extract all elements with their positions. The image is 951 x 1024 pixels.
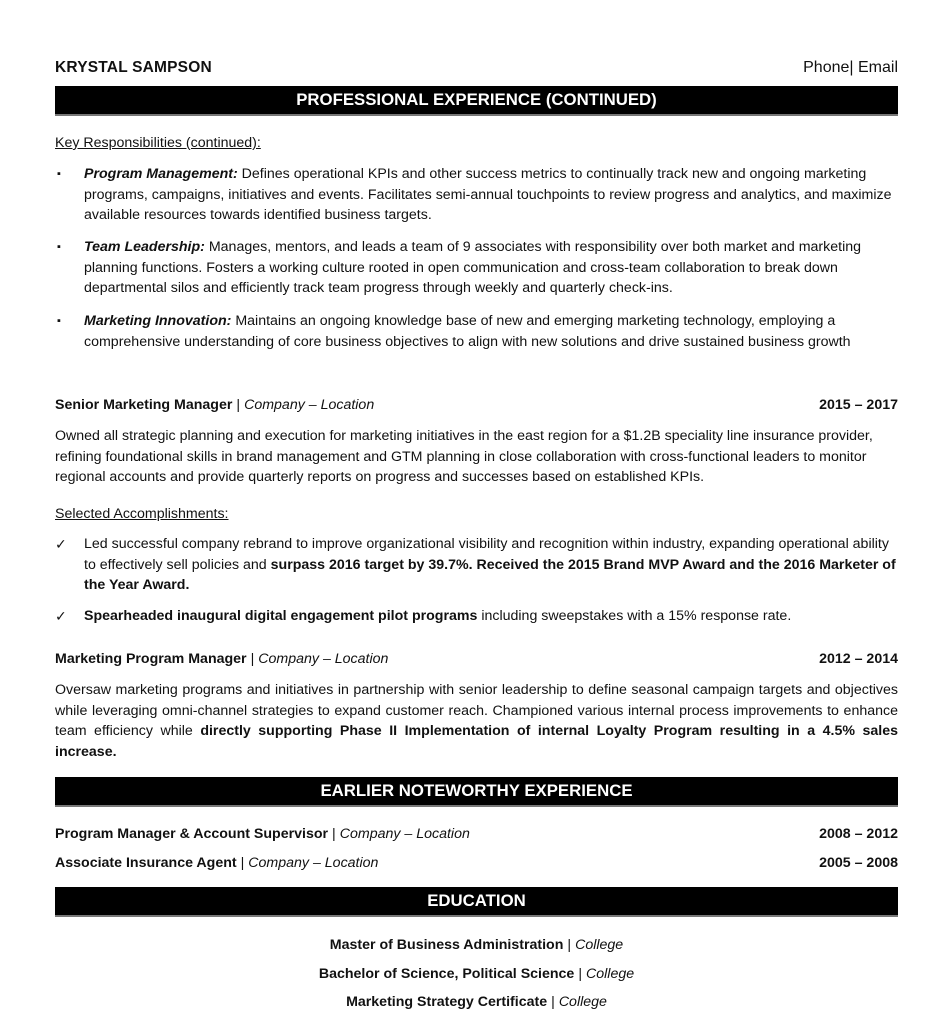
- accomplishments-heading: Selected Accomplishments:: [55, 506, 229, 522]
- responsibility-label: Team Leadership:: [84, 239, 205, 255]
- separator: |: [332, 826, 336, 842]
- responsibility-label: Marketing Innovation:: [84, 313, 232, 329]
- separator: |: [578, 966, 583, 982]
- job-summary-text: Oversaw marketing programs and initiatives in partnership with senior leadership to define seasonal campaign targets and objectives while leveraging omni-channel strategies to expand customer reach. Championed various internal process improvements to enhance team efficiency while: [55, 682, 898, 740]
- key-responsibilities-list: [55, 164, 898, 352]
- job-dates: 2012 – 2014: [819, 651, 898, 667]
- section-header-experience: PROFESSIONAL EXPERIENCE (CONTINUED): [55, 86, 898, 116]
- degree: Marketing Strategy Certificate: [346, 994, 548, 1010]
- separator: |: [240, 855, 245, 871]
- separator: |: [236, 397, 241, 413]
- degree: Bachelor of Science, Political Science: [318, 966, 575, 982]
- accomplishment-highlight: surpass 2016 target by 39.7%. Received the 2015 Brand MVP Award and the 2016 Marketer of the Year Award.: [84, 556, 896, 594]
- responsibility-label: Program Management:: [84, 166, 238, 182]
- job-title: Marketing Program Manager: [55, 651, 247, 667]
- accomplishment-highlight: Spearheaded inaugural digital engagement pilot programs: [84, 608, 478, 624]
- school: College: [586, 966, 635, 982]
- resume-header: [55, 57, 898, 79]
- job-title: Program Manager & Account Supervisor: [55, 826, 329, 842]
- separator: |: [551, 994, 555, 1010]
- accomplishment-text: including sweepstakes with a 15% response rate.: [477, 608, 792, 624]
- list-item: [55, 606, 898, 627]
- job-summary: [55, 680, 898, 762]
- job-company: Company – Location: [339, 826, 470, 842]
- school: College: [575, 937, 624, 953]
- responsibility-text: Defines operational KPIs and other success metrics to continually track new and ongoing marketing programs, campaigns, initiatives and events. Facilitates semi-annual touchpoints to review progress and analytics, and maximize available resources towards identified business targets.: [84, 166, 892, 224]
- responsibility-text: Maintains an ongoing knowledge base of new and emerging marketing technology, employing a comprehensive understanding of core business objectives to align with new solutions and drive sustained business growth: [84, 313, 851, 350]
- school: College: [558, 994, 607, 1010]
- accomplishments-list: [55, 534, 898, 627]
- job-company: Company – Location: [248, 855, 379, 871]
- education-entry: [55, 964, 898, 985]
- job-title: Associate Insurance Agent: [55, 855, 237, 871]
- separator: |: [250, 651, 255, 667]
- job-dates: 2005 – 2008: [819, 855, 898, 871]
- checkmark-icon: ✓: [55, 536, 67, 552]
- job-company: Company – Location: [244, 397, 375, 413]
- job-dates: 2015 – 2017: [819, 397, 898, 413]
- contact-info: Phone| Email: [803, 58, 898, 76]
- candidate-name: KRYSTAL SAMPSON: [55, 58, 212, 76]
- degree: Master of Business Administration: [329, 937, 564, 953]
- earlier-role: [55, 853, 898, 874]
- job-title: Senior Marketing Manager: [55, 397, 233, 413]
- checkmark-icon: ✓: [55, 608, 67, 624]
- list-item: [55, 164, 898, 237]
- list-item: [55, 237, 898, 311]
- education-entry: [55, 992, 898, 1013]
- job-summary-highlight: directly supporting Phase II Implementation of internal Loyalty Program resulting in a 4.5% sales increase.: [55, 723, 898, 760]
- separator: |: [567, 937, 572, 953]
- job-company: Company – Location: [258, 651, 389, 667]
- education-entry: [55, 935, 898, 956]
- job-dates: 2008 – 2012: [819, 826, 898, 842]
- list-item: [55, 534, 898, 606]
- square-bullet-icon: ▪: [57, 315, 61, 327]
- section-header-earlier: EARLIER NOTEWORTHY EXPERIENCE: [55, 777, 898, 807]
- square-bullet-icon: ▪: [57, 241, 61, 253]
- job-header: [55, 395, 898, 416]
- section-header-education: EDUCATION: [55, 887, 898, 917]
- key-responsibilities-heading: Key Responsibilities (continued):: [55, 135, 261, 151]
- job-header: [55, 649, 898, 670]
- job-summary: Owned all strategic planning and execution for marketing initiatives in the east region for a $1.2B speciality line insurance provider, refining foundational skills in brand management and GTM planning in close collaboration with cross-functional leaders to monitor regional accounts and provide quarterly reports on progress and successes based on established KPIs.: [55, 428, 873, 486]
- list-item: [55, 311, 898, 352]
- accomplishment-text: Led successful company rebrand to improve organizational visibility and recognition within industry, expanding operational ability to effectively sell policies and: [84, 536, 889, 573]
- square-bullet-icon: ▪: [57, 168, 61, 180]
- responsibility-text: Manages, mentors, and leads a team of 9 associates with responsibility over both market and marketing planning functions. Fosters a working culture rooted in open communication and cross-team collaboration to break down departmental silos and efficiently track team progress through weekly and quarterly check-ins.: [84, 239, 862, 297]
- earlier-role: [55, 824, 898, 845]
